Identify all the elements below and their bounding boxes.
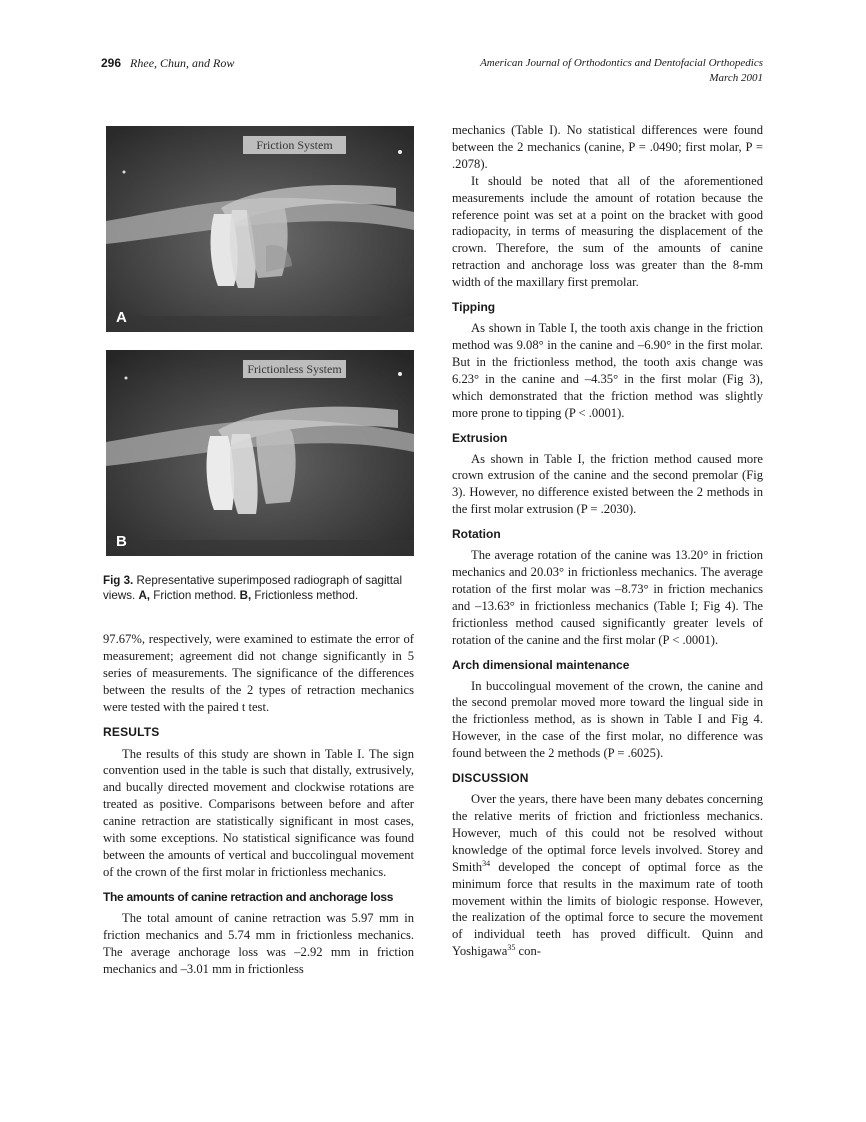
reference-34: 34 bbox=[482, 858, 491, 868]
caption-text-2: Friction method. bbox=[150, 589, 240, 602]
figure-panel-b bbox=[106, 350, 414, 556]
running-header-left bbox=[101, 56, 234, 71]
caption-text-1: Representative superimposed radiograph of sagittal views. bbox=[103, 574, 403, 602]
journal-title: American Journal of Orthodontics and Dentofacial Orthopedics bbox=[480, 57, 763, 69]
methods-continuation-paragraph: 97.67%, respectively, were examined to estimate the error of measurement; agreement did not change significantly in 5 series of measurements. The significance of the differences between the results of the 2 types of retraction mechanics were tested with the paired t test. bbox=[103, 632, 414, 714]
canine-retraction-paragraph: The total amount of canine retraction was 5.97 mm in friction mechanics and 5.74 mm in frictionless mechanics. The average anchorage loss was –2.92 mm in friction mechanics and –3.01 mm in frictionless bbox=[103, 910, 414, 976]
figure-caption bbox=[103, 573, 414, 603]
arch-dimension-paragraph: In buccolingual movement of the crown, the canine and the second premolar moved more toward the lingual side in the frictionless method, as is shown in Table I and Fig 4. However, in the case of the first molar, no difference was found between the 2 methods (P = .6025). bbox=[452, 678, 763, 761]
anchorage-continuation-paragraph: mechanics (Table I). No statistical differences were found between the 2 mechanics (canine, P = .0490; first molar, P = .2078). bbox=[452, 123, 763, 171]
discussion-text-c: con- bbox=[515, 944, 541, 959]
rotation-heading: Rotation bbox=[452, 527, 501, 542]
rotation-paragraph: The average rotation of the canine was 13.20° in friction mechanics and 20.03° in frictionless mechanics. The average rotation of the first molar was –8.73° in friction mechanics and –13.63° in frictionless mechanics (Table I; Fig 4). The frictionless method caused significantly greater levels of rotation of the canine and the first molar (P < .0001). bbox=[452, 548, 763, 647]
extrusion-paragraph: As shown in Table I, the friction method caused more crown extrusion of the canine and the second premolar (Fig 3). However, no difference existed between the 2 methods in the first molar extrusion (P = .2030). bbox=[452, 451, 763, 517]
canine-retraction-heading: The amounts of canine retraction and anchorage loss bbox=[103, 889, 394, 904]
panel-a-letter: A bbox=[116, 309, 127, 326]
caption-text-3: Frictionless method. bbox=[251, 589, 359, 602]
panel-b-label-tag: Frictionless System bbox=[243, 360, 346, 378]
discussion-text-b: developed the concept of optimal force as the minimum force that results in the maximum rate of tooth movement within the limits of biologic response. However, the realization of the optimal force to secure the movement of individual teeth has proved difficult. Quinn and Yoshigawa bbox=[452, 859, 763, 959]
discussion-heading: DISCUSSION bbox=[452, 771, 529, 786]
panel-a-label-tag: Friction System bbox=[243, 136, 346, 154]
measurement-note-paragraph: It should be noted that all of the aforementioned measurements include the amount of rotation because the reference point was set at a point on the bracket with good radiopacity, in terms of measuring the displacement of the crown. Therefore, the sum of the amounts of canine retraction and anchorage loss was greater than the 8-mm width of the maxillary first premolar. bbox=[452, 173, 763, 290]
reference-35: 35 bbox=[507, 943, 516, 953]
arch-dimension-heading: Arch dimensional maintenance bbox=[452, 657, 630, 672]
caption-panel-a-ref: A, bbox=[138, 589, 151, 602]
results-heading: RESULTS bbox=[103, 724, 160, 739]
running-authors: Rhee, Chun, and Row bbox=[130, 56, 235, 70]
caption-figure-number: Fig 3. bbox=[103, 574, 134, 587]
page-number: 296 bbox=[101, 56, 122, 70]
right-column-text bbox=[452, 122, 763, 960]
results-paragraph: The results of this study are shown in Table I. The sign convention used in the table is such that distally, extrusively, and bucally directed movement and clockwise rotations are treated as positive. Comparisons between before and after canine retraction are statistically significant in most cases, with some exceptions. No statistical significance was found between the amounts of vertical and buccolingual movement of the crown of the first molar in frictionless mechanics. bbox=[103, 746, 414, 879]
tipping-heading: Tipping bbox=[452, 300, 496, 315]
caption-panel-b-ref: B, bbox=[239, 589, 252, 602]
radiograph-b-image bbox=[106, 350, 414, 556]
figure-panel-a bbox=[106, 126, 414, 332]
running-header-right bbox=[480, 56, 763, 86]
discussion-paragraph bbox=[452, 791, 763, 960]
discussion-text-a: Over the years, there have been many debates concerning the relative merits of friction and frictionless mechanics. However, much of this could not be resolved without knowledge of the optimal force levels involved. Storey and Smith bbox=[452, 792, 763, 874]
tipping-paragraph: As shown in Table I, the tooth axis change in the friction method was 9.08° in the canine and –6.90° in the first molar. But in the frictionless method, the tooth axis change was 6.23° in the canine and –4.35° in the first molar (Fig 3), which demonstrated that the friction method was slightly more prone to tipping (P < .0001). bbox=[452, 321, 763, 420]
extrusion-heading: Extrusion bbox=[452, 430, 508, 445]
issue-date: March 2001 bbox=[709, 72, 763, 84]
panel-b-letter: B bbox=[116, 533, 127, 550]
left-column-text bbox=[103, 631, 414, 977]
radiograph-a-image bbox=[106, 126, 414, 332]
